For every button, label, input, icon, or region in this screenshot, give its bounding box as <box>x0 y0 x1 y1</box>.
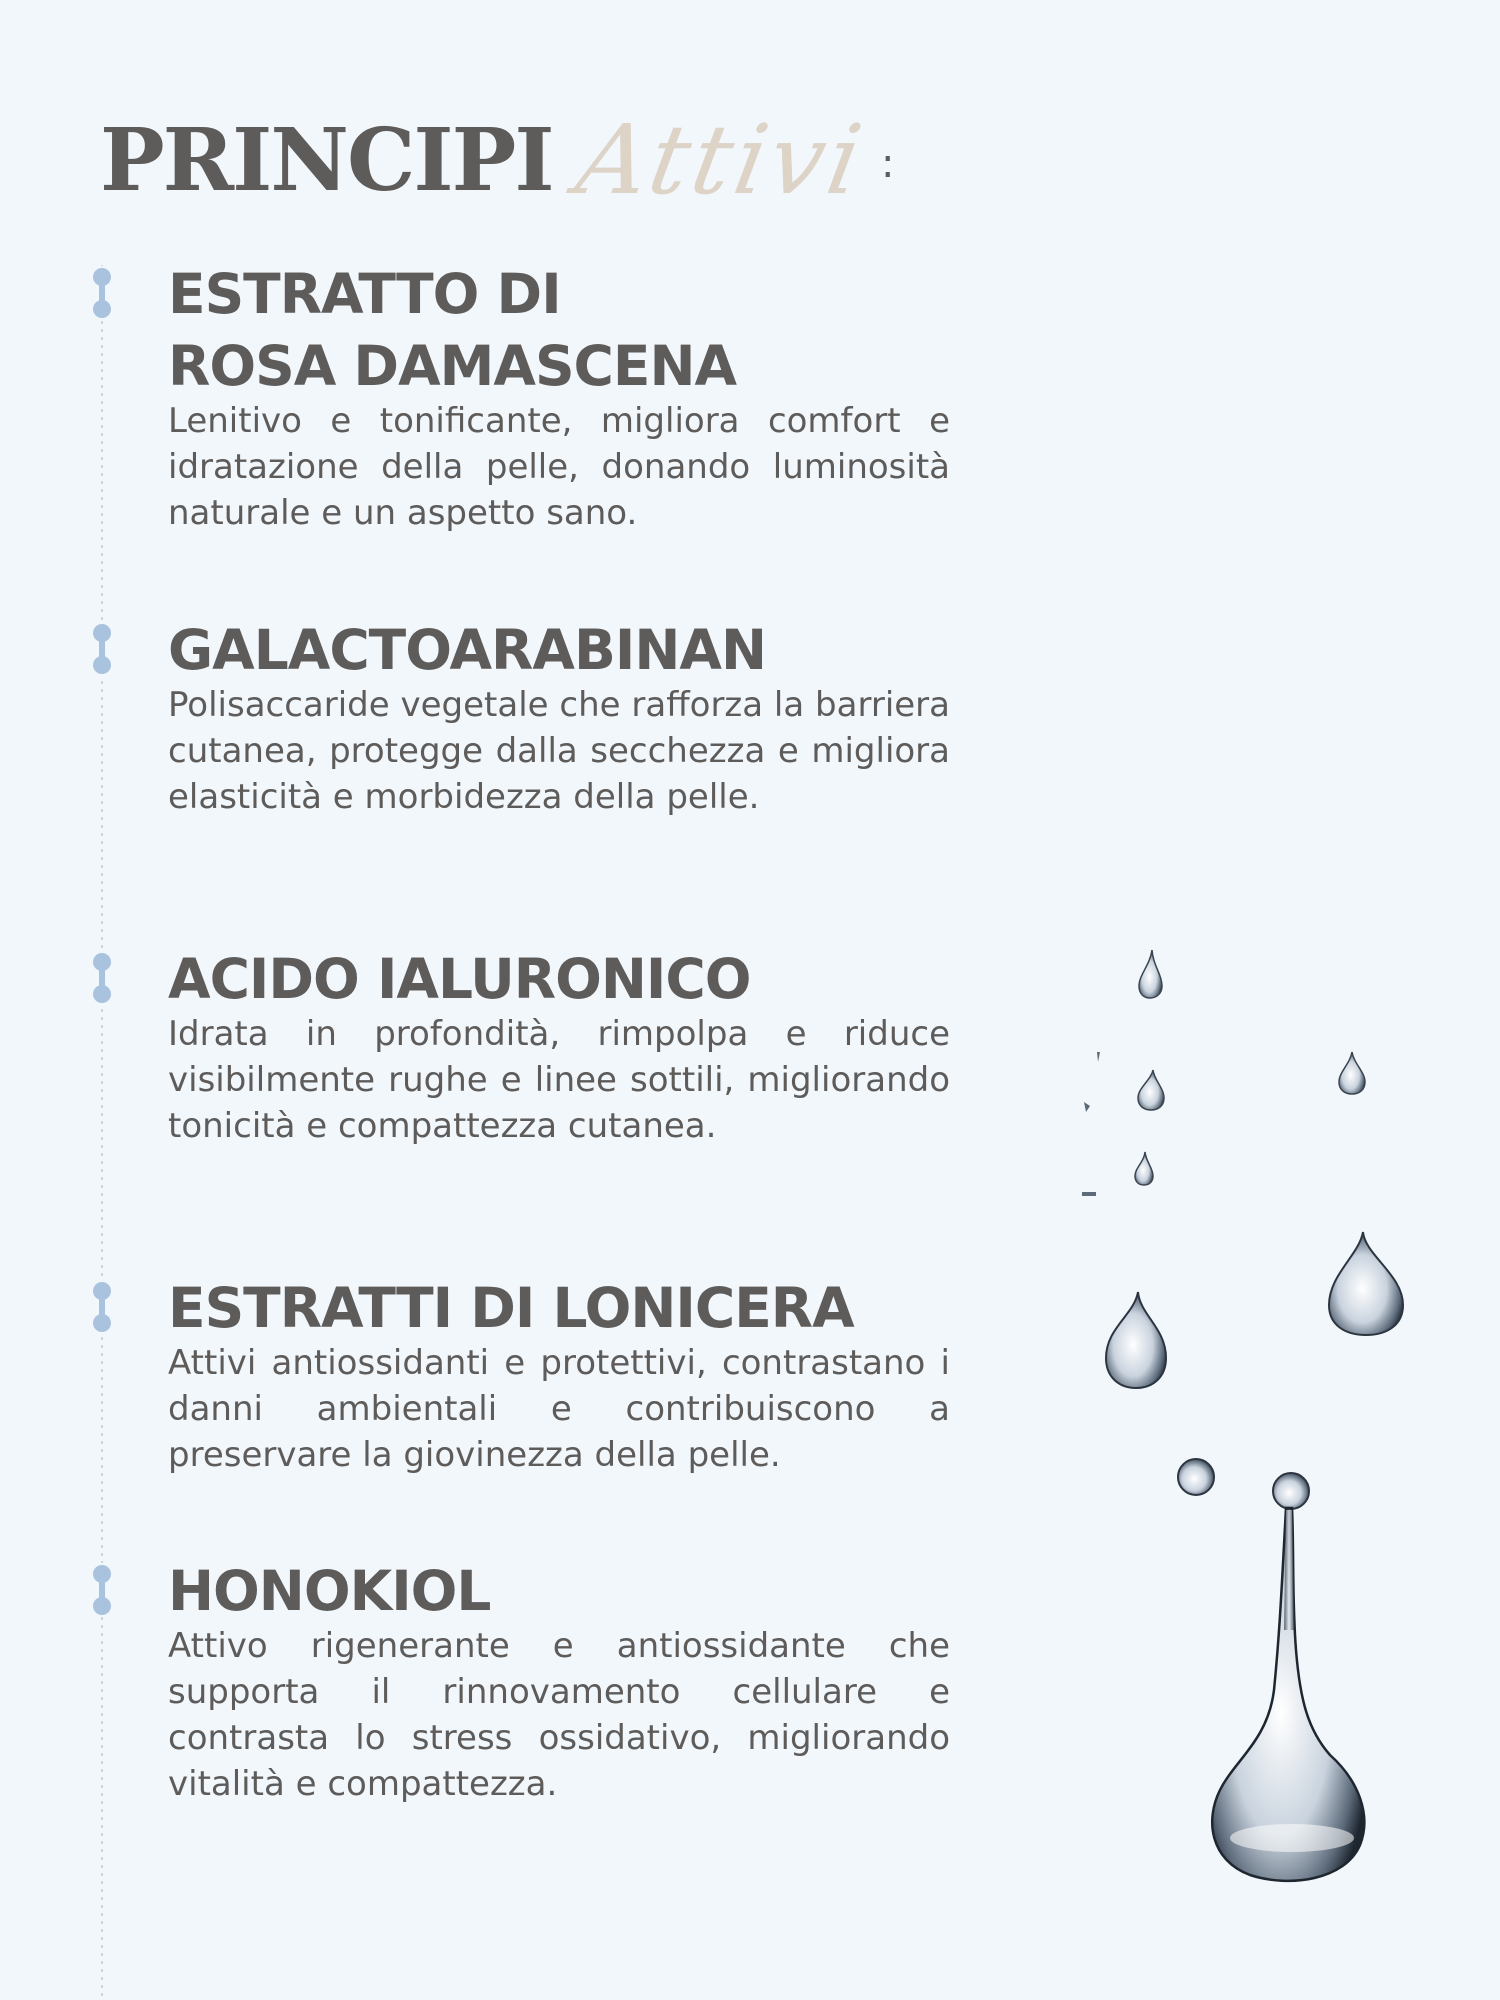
heading-line-1: ESTRATTO DI <box>168 262 561 326</box>
water-drop-icon <box>1082 1052 1100 1196</box>
ingredient-item <box>168 943 950 1149</box>
ingredient-heading: ACIDO IALURONICO <box>168 947 751 1011</box>
water-drop-icon <box>1273 1473 1309 1509</box>
water-drop-icon <box>1339 1052 1365 1094</box>
water-drop-icon <box>1138 1070 1164 1110</box>
timeline-dot-icon <box>91 1563 113 1617</box>
water-drop-icon <box>1329 1232 1403 1335</box>
timeline-dot-icon <box>91 622 113 676</box>
ingredient-item <box>168 1555 950 1807</box>
ingredient-description: Polisaccaride vegetale che rafforza la barriera cutanea, protegge dalla secchezza e migliora elasticità e morbidezza della pelle. <box>168 685 950 817</box>
ingredient-item <box>168 258 950 536</box>
ingredient-heading <box>168 258 950 402</box>
title-script: Attivi <box>568 104 873 216</box>
heading-line-2: ROSA DAMASCENA <box>168 334 737 398</box>
timeline-line <box>101 265 103 2000</box>
title-main: PRINCIPI <box>100 109 553 211</box>
ingredient-item <box>168 1272 950 1478</box>
ingredient-description: Idrata in profondità, rimpolpa e riduce visibilmente rughe e linee sottili, migliorando tonicità e compattezza cutanea. <box>168 1014 950 1146</box>
page-title <box>100 95 894 225</box>
ingredient-description: Lenitivo e tonificante, migliora comfort e idratazione della pelle, donando luminosità naturale e un aspetto sano. <box>168 401 950 533</box>
water-drop-icon <box>1212 1508 1364 1881</box>
title-colon: : <box>881 141 895 187</box>
water-drops-illustration <box>1060 930 1460 1930</box>
water-drop-icon <box>1106 1292 1166 1388</box>
timeline-dot-icon <box>91 951 113 1005</box>
water-drop-icon <box>1139 950 1162 998</box>
ingredient-heading: GALACTOARABINAN <box>168 618 766 682</box>
water-drop-icon <box>1178 1459 1214 1495</box>
timeline-dot-icon <box>91 266 113 320</box>
ingredient-heading: ESTRATTI DI LONICERA <box>168 1276 854 1340</box>
ingredient-description: Attivi antiossidanti e protettivi, contrastano i danni ambientali e contribuiscono a preservare la giovinezza della pelle. <box>168 1343 950 1475</box>
ingredient-description: Attivo rigenerante e antiossidante che supporta il rinnovamento cellulare e contrasta lo stress ossidativo, migliorando vitalità e compattezza. <box>168 1626 950 1804</box>
ingredient-heading: HONOKIOL <box>168 1559 491 1623</box>
ingredient-item <box>168 614 950 820</box>
timeline-dot-icon <box>91 1280 113 1334</box>
water-drop-icon <box>1135 1152 1153 1185</box>
